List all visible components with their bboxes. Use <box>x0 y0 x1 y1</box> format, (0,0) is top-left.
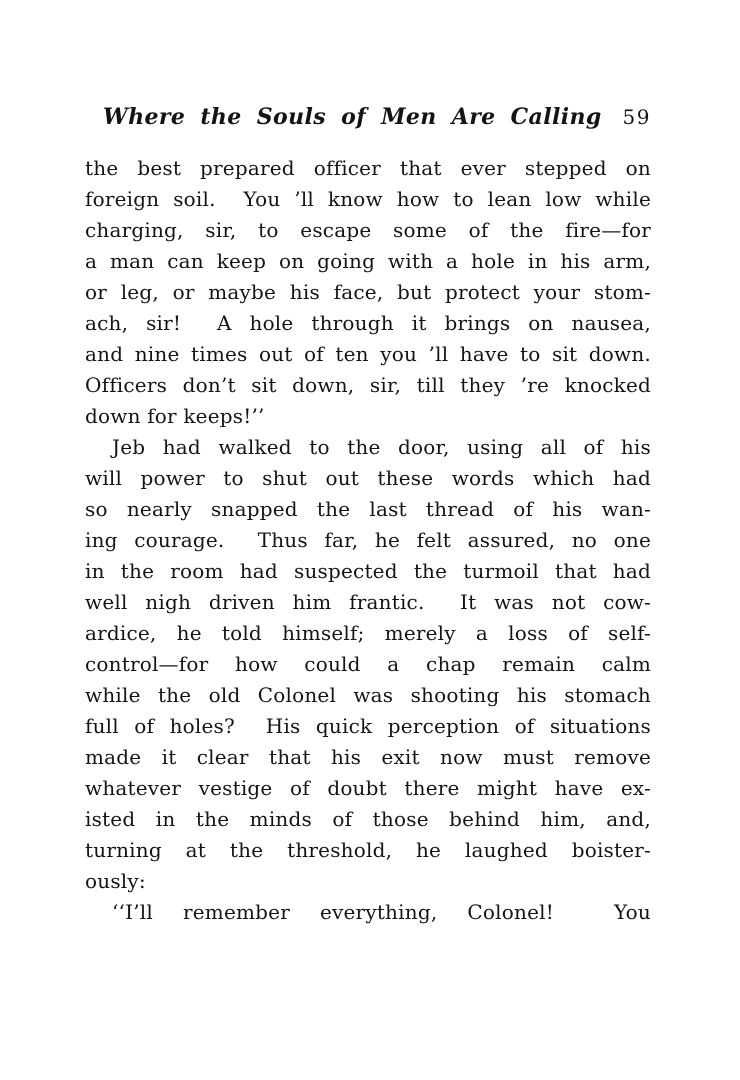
text-line: turning at the threshold, he laughed boister- <box>85 838 651 862</box>
text-line: will power to shut out these words which had <box>85 466 651 490</box>
text-line: ing courage. Thus far, he felt assured, no one <box>85 528 651 552</box>
page-text <box>85 153 651 928</box>
text-line: down for keeps!’’ <box>85 404 265 428</box>
running-header <box>85 104 651 130</box>
text-line: so nearly snapped the last thread of his wan- <box>85 497 651 521</box>
text-line: or leg, or maybe his face, but protect your stom- <box>85 280 651 304</box>
text-line: ously: <box>85 869 146 893</box>
text-line: well nigh driven him frantic. It was not cow- <box>85 590 651 614</box>
text-line: Jeb had walked to the door, using all of his <box>112 435 651 459</box>
text-line: control—for how could a chap remain calm <box>85 652 651 676</box>
text-line: a man can keep on going with a hole in his arm, <box>85 249 651 273</box>
text-line: Officers don’t sit down, sir, till they ’re knocked <box>85 373 651 397</box>
text-line: in the room had suspected the turmoil that had <box>85 559 651 583</box>
text-line: while the old Colonel was shooting his stomach <box>85 683 651 707</box>
text-line: ardice, he told himself; merely a loss of self- <box>85 621 651 645</box>
text-line: and nine times out of ten you ’ll have to sit down. <box>85 342 651 366</box>
text-line: ach, sir! A hole through it brings on nausea, <box>85 311 651 335</box>
text-line: full of holes? His quick perception of situations <box>85 714 651 738</box>
text-line: the best prepared officer that ever stepped on <box>85 156 651 180</box>
text-line: ‘‘I’ll remember everything, Colonel! You <box>112 900 651 924</box>
text-line: whatever vestige of doubt there might have ex- <box>85 776 651 800</box>
text-line: made it clear that his exit now must remove <box>85 745 651 769</box>
text-line: foreign soil. You ’ll know how to lean low while <box>85 187 651 211</box>
running-header-title: Where the Souls of Men Are Calling <box>103 104 602 130</box>
page-number: 59 <box>622 105 651 129</box>
text-line: charging, sir, to escape some of the fire—for <box>85 218 651 242</box>
text-line: isted in the minds of those behind him, and, <box>85 807 651 831</box>
